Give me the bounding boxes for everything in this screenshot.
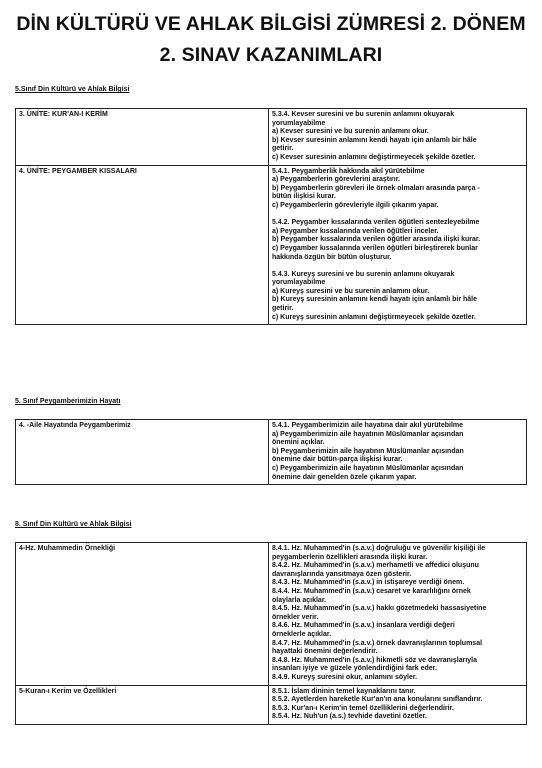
objective-line: örnekler verir. xyxy=(272,613,319,621)
table-row xyxy=(16,109,527,166)
objective-line: peygamberlerin özellikleri arasında ilişki kurar. xyxy=(272,553,428,561)
objectives-cell xyxy=(269,420,527,485)
table-row xyxy=(16,165,527,325)
objective-line: önemine dair bütün-parça ilişkisi kurar. xyxy=(272,456,403,464)
unit-cell: 5-Kuran-ı Kerim ve Özellikleri xyxy=(16,685,269,724)
table-5-din-kulturu xyxy=(15,108,527,325)
objective-line: 8.5.4. Hz. Nuh'un (a.s.) tevhide davetini özetler. xyxy=(272,713,427,721)
objective-line: hakkında özgün bir bütün oluşturur. xyxy=(272,253,392,261)
objective-line: c) Kevser suresinin anlamını değiştirmeyecek şekilde özetler. xyxy=(272,153,476,161)
objective-line: getirir. xyxy=(272,305,294,313)
objective-line: 8.4.9. Kureyş suresini okur, anlamını söyler. xyxy=(272,673,418,681)
unit-cell: 4-Hz. Muhammedin Örnekliği xyxy=(16,543,269,686)
objectives-cell xyxy=(269,685,527,724)
section-heading-5-din-kulturu: 5.Sınıf Din Kültürü ve Ahlak Bilgisi xyxy=(15,86,130,93)
objective-line: getirir. xyxy=(272,145,294,153)
objectives-cell xyxy=(269,543,527,686)
objective-line: b) Peygamberimizin aile hayatının Müslümanlar açısından xyxy=(272,447,464,455)
document-title-line-1: DİN KÜLTÜRÜ VE AHLAK BİLGİSİ ZÜMRESİ 2. DÖNEM xyxy=(16,13,526,35)
objective-line: 8.5.1. İslam dininin temel kaynaklarını tanır. xyxy=(272,687,416,695)
objective-line: b) Kureyş suresinin anlamını kendi hayatı için anlamlı bir hâle xyxy=(272,296,478,304)
objective-line: hayattaki önemini değerlendirir. xyxy=(272,648,378,656)
section-heading-8-din-kulturu: 8. Sınıf Din Kültürü ve Ahlak Bilgisi xyxy=(15,521,132,528)
table-row xyxy=(16,543,527,686)
objective-line: a) Peygamberlerin görevlerini araştırır. xyxy=(272,176,401,184)
table-5-peygamberimizin-hayati xyxy=(15,419,527,485)
objective-line: a) Kureyş suresini ve bu surenin anlamını okur. xyxy=(272,287,430,295)
objective-line: önemini açıklar. xyxy=(272,439,325,447)
objective-line: bütün ilişkisi kurar. xyxy=(272,193,336,201)
objective-line: c) Kureyş suresinin anlamını değiştirmeyecek şekilde özetler. xyxy=(272,313,476,321)
objective-line: 5.4.2. Peygamber kıssalarında verilen öğütleri sentezleyebilme xyxy=(272,219,480,227)
objective-line: 8.4.3. Hz. Muhammed'in (s.a.v.) in istişareye verdiği önem. xyxy=(272,579,465,587)
objective-line: davranışlarında yansıtmaya özen gösterir. xyxy=(272,570,412,578)
unit-cell: 4. -Aile Hayatında Peygamberimiz xyxy=(16,420,269,485)
objective-line: 5.4.1. Peygamberimizin aile hayatına dair akıl yürütebilme xyxy=(272,422,464,429)
objective-line: b) Peygamber kıssalarında verilen öğütler arasında ilişki kurar. xyxy=(272,236,481,244)
objective-line: önemine dair genelden özele çıkarım yapar. xyxy=(272,473,417,481)
objective-line: a) Peygamber kıssalarında verilen öğütleri inceler. xyxy=(272,227,439,235)
unit-cell: 4. ÜNİTE: PEYGAMBER KISSALARI xyxy=(16,165,269,325)
objective-line: örneklerle açıklar. xyxy=(272,630,332,638)
table-row xyxy=(16,685,527,724)
blank-line xyxy=(272,211,523,220)
objective-line: 5.3.4. Kevser suresini ve bu surenin anlamını okuyarak xyxy=(272,111,455,118)
objective-line: 8.4.1. Hz. Muhammed'in (s.a.v.) doğruluğu ve güvenilir kişiliği ile xyxy=(272,545,486,552)
objective-line: c) Peygamberimizin aile hayatının Müslümanlar açısından xyxy=(272,464,464,472)
objective-line: 8.4.2. Hz. Muhammed'in (s.a.v.) merhametli ve affedici oluşunu xyxy=(272,562,479,570)
objective-line: 8.4.8. Hz. Muhammed'in (s.a.v.) hikmetli söz ve davranışlarıyla xyxy=(272,656,477,664)
objective-line: 8.4.4. Hz. Muhammed'in (s.a.v.) cesaret ve kararlılığını örnek xyxy=(272,587,471,595)
document-title-line-2: 2. SINAV KAZANIMLARI xyxy=(159,44,383,66)
objective-line: 8.5.2. Ayetlerden hareketle Kur'an'ın ana konularını sınıflandırır. xyxy=(272,696,483,704)
objective-line: 8.4.6. Hz. Muhammed'in (s.a.v.) insanlara verdiği değeri xyxy=(272,622,455,630)
objective-line: insanları iyiye ve güzele yönlendirdiğini fark eder. xyxy=(272,665,437,673)
objective-line: 5.4.3. Kureyş suresini ve bu surenin anlamını okuyarak xyxy=(272,270,455,278)
objective-line: yorumlayabilme xyxy=(272,119,326,127)
objective-line: 5.4.1. Peygamberlik hakkında akıl yürütebilme xyxy=(272,167,425,175)
objective-line: 8.4.5. Hz. Muhammed'in (s.a.v.) hakkı gözetmedeki hassasiyetine xyxy=(272,605,487,613)
objective-line: yorumlayabilme xyxy=(272,279,326,287)
unit-cell: 3. ÜNİTE: KUR'AN-I KERİM xyxy=(16,109,269,166)
blank-line xyxy=(272,262,523,271)
objectives-cell xyxy=(269,165,527,325)
objective-line: b) Kevser suresinin anlamını kendi hayatı için anlamlı bir hâle xyxy=(272,136,477,144)
objective-line: olaylarla açıklar. xyxy=(272,596,327,604)
table-8-din-kulturu xyxy=(15,542,527,725)
objective-line: a) Kevser suresini ve bu surenin anlamını okur. xyxy=(272,128,429,136)
section-heading-5-peygamberimizin-hayati: 5. Sınıf Peygamberimizin Hayatı xyxy=(15,398,121,405)
objectives-cell xyxy=(269,109,527,166)
objective-line: c) Peygamberlerin görevleriyle ilgili çıkarım yapar. xyxy=(272,201,439,209)
objective-line: c) Peygamber kıssalarında verilen öğütleri birleştirerek bunlar xyxy=(272,244,478,252)
objective-line: b) Peygamberlerin görevleri ile örnek olmaları arasında parça - xyxy=(272,184,480,192)
objective-line: 8.4.7. Hz. Muhammed'in (s.a.v.) örnek davranışlarının toplumsal xyxy=(272,639,483,647)
objective-line: a) Peygamberimizin aile hayatının Müslümanlar açısından xyxy=(272,430,464,438)
table-row xyxy=(16,420,527,485)
objective-line: 8.5.3. Kur'an-ı Kerim'in temel özelliklerini değerlendirir. xyxy=(272,704,454,712)
